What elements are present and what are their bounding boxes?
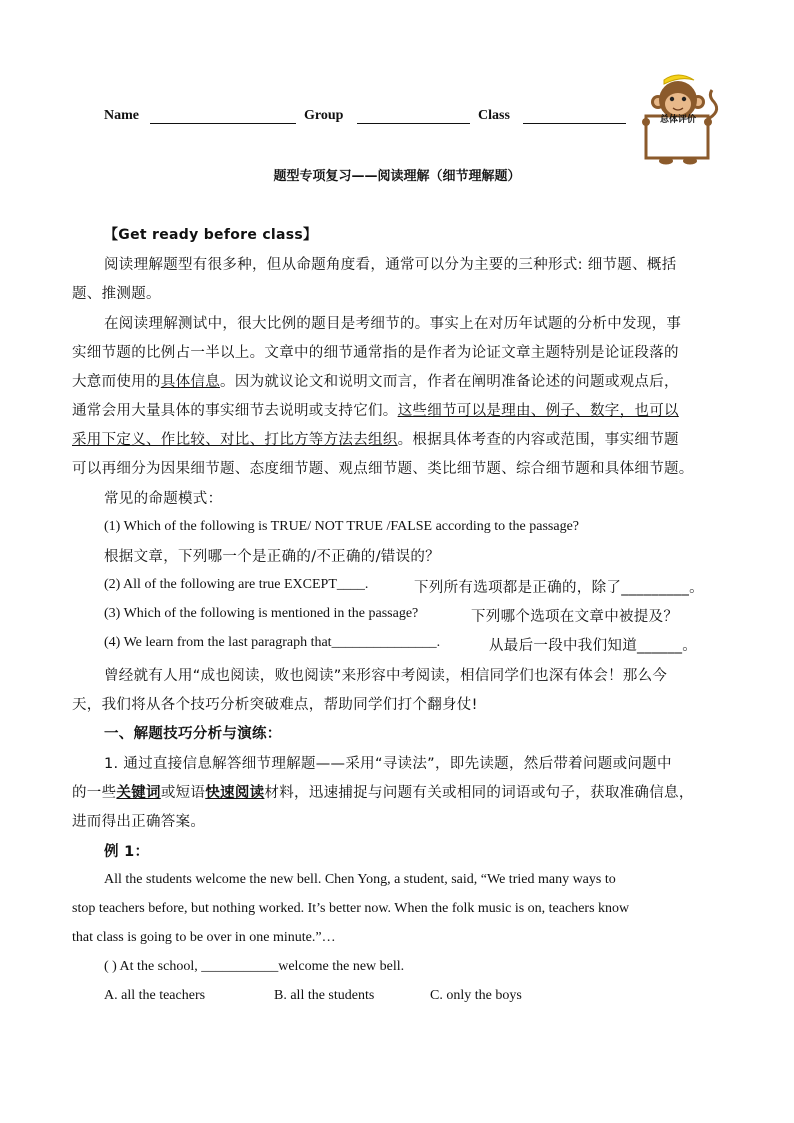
para2-line6: 可以再细分为因果细节题、态度细节题、观点细节题、类比细节题、综合细节题和具体细节题。 [72,461,694,477]
mode3-english: (3) Which of the following is mentioned in the passage? [104,606,419,621]
technique1-line2-c: 材料，迅速捕捉与问题有关或相同的词语或句子，获取准确信息， [264,785,694,801]
name-blank[interactable] [150,123,296,124]
name-label: Name [104,108,139,123]
example-text-line1: All the students welcome the new bell. Chen Yong, a student, said, “We tried many ways to [104,872,616,887]
option-a[interactable]: A. all the teachers [104,988,206,1003]
keyword-fast-reading: 快速阅读 [205,785,265,801]
technique1-line2-b: 或短语 [160,785,206,801]
details-underlined-2: 采用下定义、作比较、对比、打比方等方法去组织 [72,432,398,448]
technique1-line2 [72,781,694,802]
para3-line1: 曾经就有人用“成也阅读，败也阅读”来形容中考阅读，相信同学们也深有体会！那么今 [104,668,668,684]
group-blank[interactable] [357,123,470,124]
para2-line3-start: 大意而使用的 [72,374,161,390]
para2-line5 [72,428,679,449]
specific-info-underlined: 具体信息 [160,374,221,390]
mode2-chinese: 下列所有选项都是正确的，除了_________。 [414,580,704,596]
mode2-english: (2) All of the following are true EXCEPT____. [104,577,369,592]
para3-line2: 天，我们将从各个技巧分析突破难点，帮助同学们打个翻身仗! [72,697,478,713]
mode4-english: (4) We learn from the last paragraph that_______________. [104,635,441,650]
mode3-chinese: 下列哪个选项在文章中被提及？ [471,609,679,625]
question-modes-label: 常见的命题模式： [104,491,223,507]
group-label: Group [304,108,344,123]
example1-label: 例 1： [104,844,150,860]
class-blank[interactable] [523,123,626,124]
evaluation-badge-text: 总体评价 [659,115,696,125]
para1-line2: 题、推测题。 [72,286,161,302]
details-underlined-1: 这些细节可以是理由、例子、数字，也可以 [397,403,679,419]
para1-line1: 阅读理解题型有很多种，但从命题角度看，通常可以分为主要的三种形式: 细节题、概括 [104,257,677,273]
option-c[interactable]: C. only the boys [430,988,522,1003]
mode1-english: (1) Which of the following is TRUE/ NOT TRUE /FALSE according to the passage? [104,519,580,534]
para2-line4 [72,399,679,420]
section-heading-get-ready: 【Get ready before class】 [104,227,318,243]
example-text-line2: stop teachers before, but nothing worked. It’s better now. When the folk music is on, teachers know [72,901,630,916]
mode4-chinese: 从最后一段中我们知道______。 [489,638,698,654]
section-heading-techniques: 一、解题技巧分析与演练： [104,726,282,742]
technique1-line3: 进而得出正确答案。 [72,814,206,830]
para2-line1: 在阅读理解测试中，很大比例的题目是考细节的。事实上在对历年试题的分析中发现，事 [104,316,682,332]
page-title: 题型专项复习——阅读理解（细节理解题） [273,169,521,184]
para2-line3 [72,370,679,391]
para2-line3-end: 。因为就议论文和说明文而言，作者在阐明准备论述的问题或观点后， [220,374,679,390]
para2-line5-end: 。根据具体考查的内容或范围，事实细节题 [397,432,679,448]
monkey-evaluation-mascot [634,72,724,167]
technique1-line2-a: 的一些 [72,785,117,801]
technique1-line1: 1. 通过直接信息解答细节理解题——采用“寻读法”，即先读题，然后带着问题或问题中 [104,756,672,772]
example-text-line3: that class is going to be over in one minute.”… [72,930,336,945]
mode1-chinese: 根据文章，下列哪一个是正确的/不正确的/错误的？ [104,549,440,565]
class-label: Class [478,108,510,123]
example-question: ( ) At the school, ___________welcome the new bell. [104,959,405,974]
option-b[interactable]: B. all the students [274,988,375,1003]
para2-line4-start: 通常会用大量具体的事实细节去说明或支持它们。 [72,403,398,419]
keyword-keywords: 关键词 [116,785,161,801]
para2-line2: 实细节题的比例占一半以上。文章中的细节通常指的是作者为论证文章主题特别是论证段落的 [72,345,679,361]
